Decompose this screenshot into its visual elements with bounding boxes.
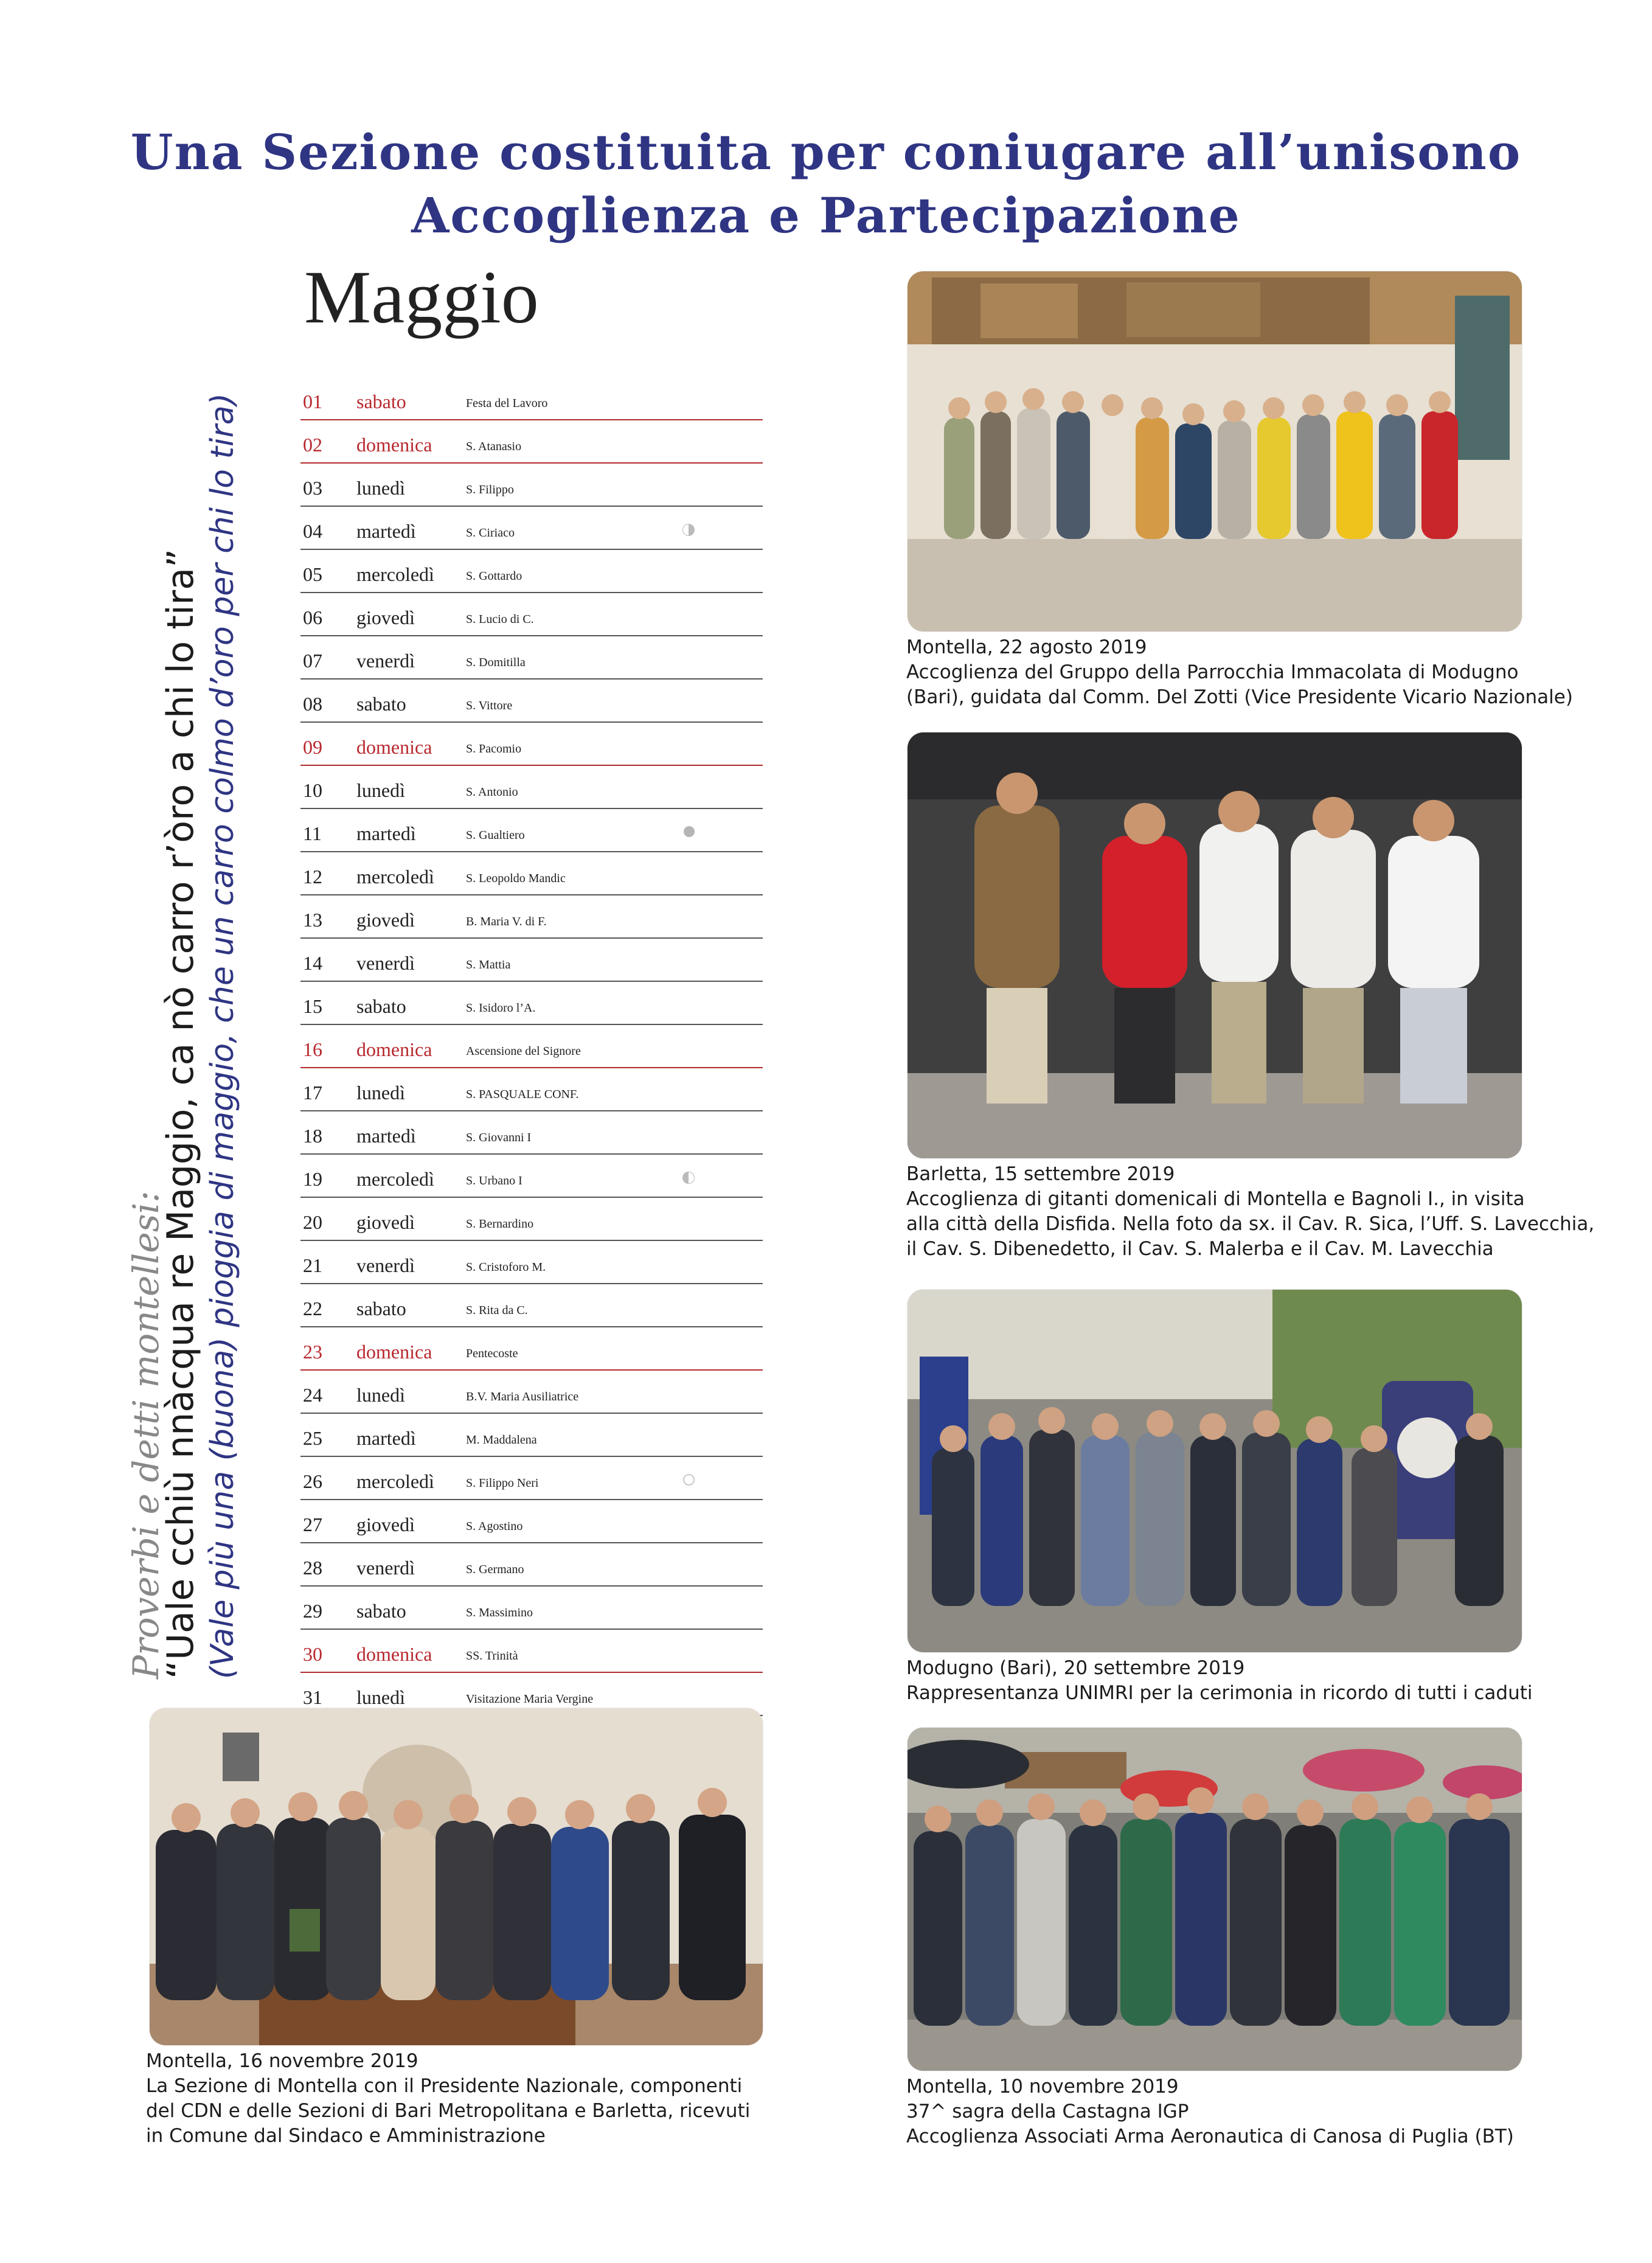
weekday-name: lunedì [356,1384,405,1406]
day-number: 18 [303,1125,322,1147]
day-number: 22 [303,1298,322,1319]
saint-name: S. Domitilla [466,656,526,669]
saint-name: B.V. Maria Ausiliatrice [466,1390,579,1403]
moon-phase-new-icon [683,1474,695,1486]
saint-name: S. Urbano I [466,1174,522,1187]
calendar-row [300,420,763,464]
photo-sagra-castagna [908,1728,1522,2071]
saint-name: S. Leopoldo Mandic [466,872,566,885]
saint-name: S. Rita da C. [466,1304,528,1317]
saint-name: S. Bernardino [466,1217,534,1231]
saint-name: S. Germano [466,1563,524,1576]
day-number: 09 [303,736,322,758]
saint-name: S. Lucio di C. [466,613,534,626]
saint-name: S. Massimino [466,1606,533,1619]
saint-name: S. Atanasio [466,440,522,453]
weekday-name: sabato [356,1298,406,1319]
day-number: 16 [303,1038,322,1060]
weekday-name: mercoledì [356,1168,434,1190]
saint-name: Visitazione Maria Vergine [466,1692,594,1706]
saint-name: SS. Trinità [466,1649,518,1663]
weekday-name: lunedì [356,477,405,499]
day-number: 08 [303,693,322,715]
saint-name: S. Antonio [466,785,518,799]
weekday-name: venerdì [356,650,415,672]
calendar-row [300,680,763,723]
caption-line: del CDN e delle Sezioni di Bari Metropolitana e Barletta, ricevuti [146,2100,751,2122]
calendar-row [300,550,763,593]
calendar-row [300,1414,763,1457]
saint-name: M. Maddalena [466,1433,537,1447]
page-title-line-2: Accoglienza e Partecipazione [411,187,1241,244]
saint-name: Pentecoste [466,1347,518,1360]
caption-photo-1 [906,635,1573,710]
saint-name: Ascensione del Signore [466,1045,581,1058]
calendar-row [300,464,763,507]
caption-line: in Comune dal Sindaco e Amministrazione [146,2125,546,2147]
caption-photo-2 [906,1162,1594,1262]
saint-name: S. Pacomio [466,742,522,756]
day-number: 06 [303,607,322,628]
calendar-row [300,1198,763,1241]
calendar-row [300,1284,763,1327]
proverb-italian: (Vale più una (buona) pioggia di maggio, che un carro colmo d’oro per chi lo tira) [204,393,241,1679]
calendar-row [300,1630,763,1673]
saint-name: S. Gualtiero [466,829,525,842]
day-number: 17 [303,1082,322,1104]
day-number: 02 [303,434,322,456]
saint-name: S. Mattia [466,958,511,972]
day-number: 23 [303,1341,322,1363]
caption-line: Montella, 22 agosto 2019 [906,636,1147,658]
weekday-name: martedì [356,822,416,844]
day-number: 24 [303,1384,322,1406]
saint-name: S. Filippo Neri [466,1476,539,1490]
photo-montella-comune [150,1708,763,2045]
day-number: 07 [303,650,322,672]
calendar-row [300,1457,763,1500]
day-number: 26 [303,1470,322,1492]
calendar-row [300,636,763,680]
weekday-name: mercoledì [356,563,434,585]
weekday-name: venerdì [356,1557,415,1579]
calendar-row [300,1543,763,1587]
calendar-row [300,852,763,895]
caption-line: 37^ sagra della Castagna IGP [906,2101,1189,2122]
caption-line: La Sezione di Montella con il Presidente Nazionale, componenti [146,2075,743,2097]
weekday-name: domenica [356,434,432,456]
weekday-name: martedì [356,1427,416,1449]
moon-phase-full-icon [684,826,695,837]
saint-name: B. Maria V. di F. [466,915,547,928]
saint-name: S. Giovanni I [466,1131,532,1144]
calendar-row [300,1500,763,1543]
day-number: 12 [303,866,322,888]
saint-name: S. Filippo [466,483,514,496]
photo-barletta [908,732,1522,1158]
day-number: 03 [303,477,322,499]
day-number: 15 [303,995,322,1017]
day-number: 29 [303,1600,322,1622]
weekday-name: venerdì [356,1254,415,1276]
caption-line: Montella, 16 novembre 2019 [146,2050,418,2072]
caption-line: Accoglienza Associati Arma Aeronautica di Canosa di Puglia (BT) [906,2126,1514,2147]
weekday-name: sabato [356,1600,406,1622]
weekday-name: sabato [356,995,406,1017]
saint-name: S. Agostino [466,1520,523,1533]
caption-photo-4 [146,2049,750,2149]
calendar-row [300,809,763,852]
day-number: 10 [303,779,322,801]
day-number: 05 [303,563,322,585]
calendar-row [300,1111,763,1155]
calendar-row [300,1371,763,1414]
caption-line: Accoglienza del Gruppo della Parrocchia Immacolata di Modugno [906,661,1519,683]
moon-phase-first-icon [682,524,695,536]
day-number: 25 [303,1427,322,1449]
saint-name: S. Ciriaco [466,526,515,540]
calendar-row [300,377,763,420]
photo-modugno-ceremony [908,1290,1522,1652]
moon-phase-last-icon [682,1172,695,1184]
calendar-row [300,1155,763,1198]
weekday-name: giovedì [356,607,415,628]
proverb-heading: Proverbi e detti montellesi: [125,1191,167,1679]
day-number: 14 [303,952,322,974]
calendar-row [300,895,763,939]
day-number: 28 [303,1557,322,1579]
calendar-row [300,593,763,636]
caption-line: alla città della Disfida. Nella foto da sx. il Cav. R. Sica, l’Uff. S. Lavecchia, [906,1213,1595,1235]
caption-line: Montella, 10 novembre 2019 [906,2076,1179,2098]
calendar-row [300,1025,763,1068]
weekday-name: mercoledì [356,1470,434,1492]
weekday-name: giovedì [356,1514,415,1535]
day-number: 13 [303,909,322,931]
calendar-row [300,723,763,766]
saint-name: S. PASQUALE CONF. [466,1088,579,1101]
calendar-row [300,1327,763,1371]
saint-name: S. Cristoforo M. [466,1260,546,1274]
weekday-name: domenica [356,1038,432,1060]
weekday-name: venerdì [356,952,415,974]
calendar-row [300,982,763,1025]
saint-name: S. Gottardo [466,569,522,583]
page-title-line-1: Una Sezione costituita per coniugare all’unisono [130,123,1522,181]
saint-name: Festa del Lavoro [466,397,548,410]
month-calendar [300,377,763,1716]
day-number: 21 [303,1254,322,1276]
day-number: 27 [303,1514,322,1535]
caption-photo-5 [906,2074,1514,2149]
caption-line: il Cav. S. Dibenedetto, il Cav. S. Malerba e il Cav. M. Lavecchia [906,1238,1494,1260]
calendar-row [300,1241,763,1284]
day-number: 19 [303,1168,322,1190]
weekday-name: domenica [356,1643,432,1665]
weekday-name: martedì [356,1125,416,1147]
caption-line: Modugno (Bari), 20 settembre 2019 [906,1657,1245,1679]
weekday-name: domenica [356,1341,432,1363]
calendar-row [300,939,763,982]
caption-line: Barletta, 15 settembre 2019 [906,1163,1175,1185]
weekday-name: mercoledì [356,866,434,888]
saint-name: S. Isidoro l’A. [466,1001,536,1015]
day-number: 11 [303,822,322,844]
weekday-name: giovedì [356,909,415,931]
caption-line: (Bari), guidata dal Comm. Del Zotti (Vice Presidente Vicario Nazionale) [906,686,1573,708]
weekday-name: sabato [356,391,406,412]
weekday-name: lunedì [356,1686,405,1708]
day-number: 01 [303,391,322,412]
photo-montella-agosto [908,271,1522,631]
caption-photo-3 [906,1656,1533,1706]
proverb-dialect: “Uale cchiù nnàcqua re Maggio, ca nò carro r’òro a chi lo tira” [159,548,202,1679]
calendar-row [300,1068,763,1111]
weekday-name: martedì [356,520,416,542]
day-number: 04 [303,520,322,542]
weekday-name: lunedì [356,1082,405,1104]
saint-name: S. Vittore [466,699,513,712]
calendar-row [300,766,763,809]
calendar-row [300,1587,763,1630]
weekday-name: sabato [356,693,406,715]
caption-line: Accoglienza di gitanti domenicali di Montella e Bagnoli I., in visita [906,1188,1525,1210]
day-number: 30 [303,1643,322,1665]
caption-line: Rappresentanza UNIMRI per la cerimonia in ricordo di tutti i caduti [906,1682,1533,1704]
weekday-name: giovedì [356,1211,415,1233]
calendar-row [300,507,763,550]
month-title: Maggio [304,255,539,339]
day-number: 31 [303,1686,322,1708]
weekday-name: domenica [356,736,432,758]
weekday-name: lunedì [356,779,405,801]
day-number: 20 [303,1211,322,1233]
